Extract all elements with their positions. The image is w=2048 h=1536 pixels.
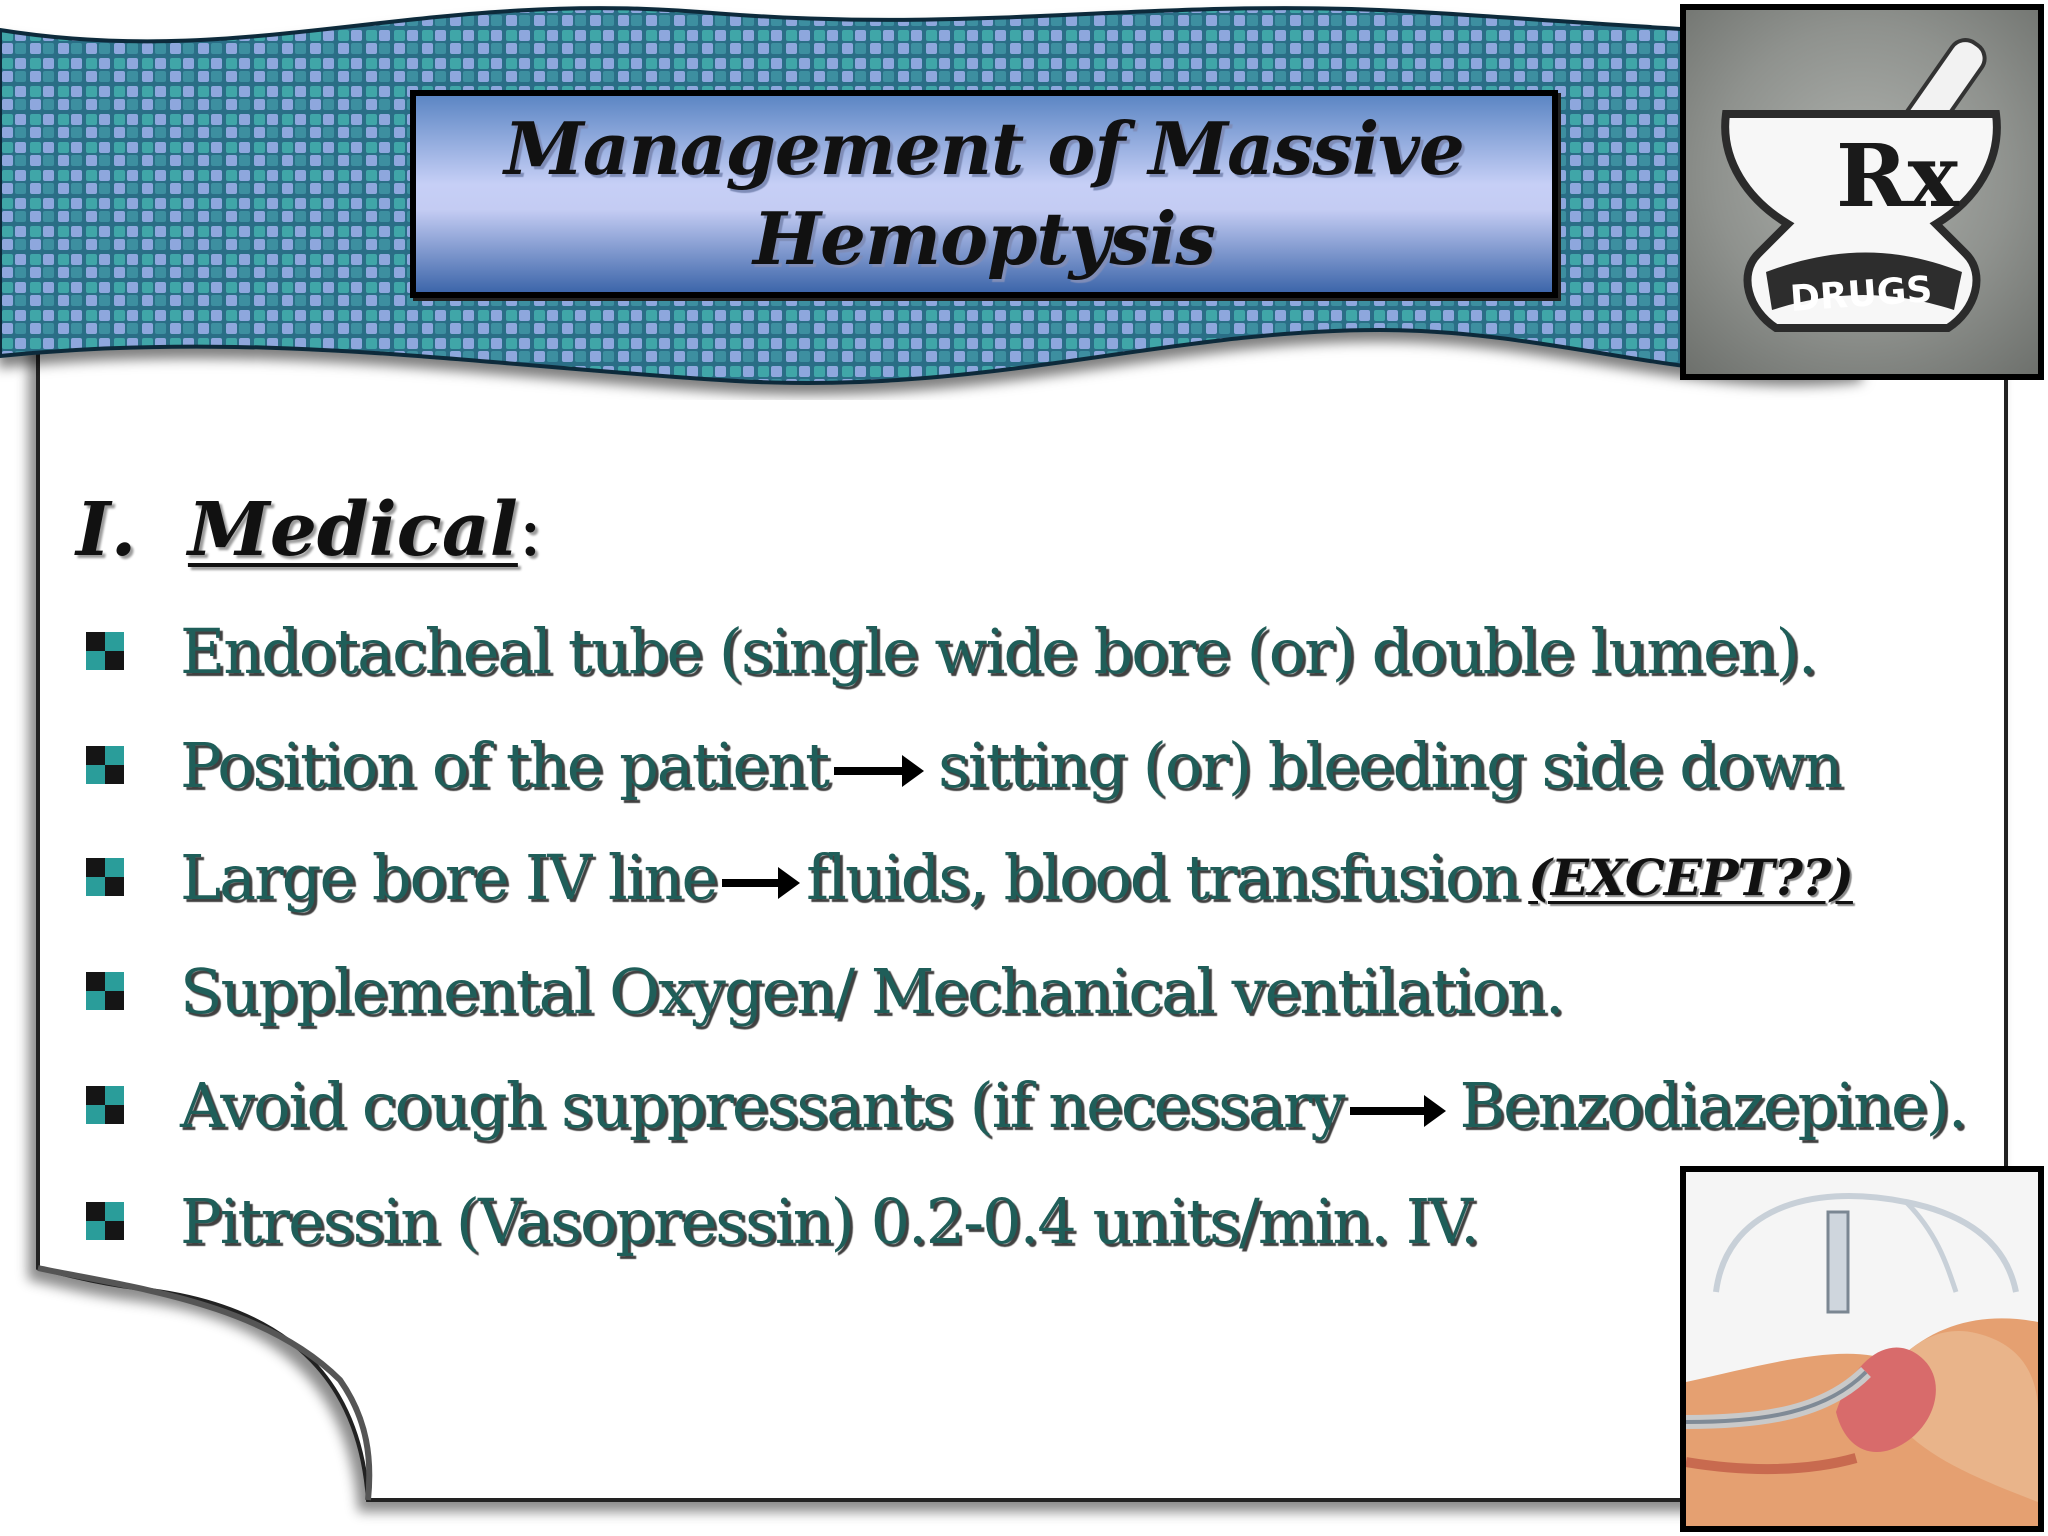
list-item	[86, 943, 1563, 1039]
section-title: Medical	[187, 487, 518, 573]
arrow-right-icon	[1350, 1107, 1428, 1115]
arrow-right-icon	[722, 879, 782, 887]
bullet-text-before: Large bore IV line	[180, 840, 717, 914]
slide-title-line-2: Hemoptysis	[753, 196, 1215, 281]
except-emphasis: (EXCEPT??)	[1528, 847, 1853, 907]
slide-title-line-1: Management of Massive	[504, 106, 1464, 191]
drugs-label: DRUGS	[1788, 269, 1934, 320]
bullet-text: Supplemental Oxygen/ Mechanical ventilation.	[180, 954, 1563, 1028]
mortar-pestle-icon	[1686, 10, 2038, 374]
section-colon: :	[517, 487, 543, 573]
bullet-text	[180, 1069, 1966, 1142]
arrow-right-icon	[834, 767, 906, 775]
bullet-square-icon	[86, 858, 124, 896]
bullet-text-before: Avoid cough suppressants (if necessary	[180, 1068, 1344, 1142]
section-numeral: I.	[76, 487, 137, 573]
bullet-text-after: Benzodiazepine).	[1459, 1068, 1966, 1142]
bullet-square-icon	[86, 632, 124, 670]
list-item	[86, 603, 1816, 699]
bullet-text: Pitressin (Vasopressin) 0.2-0.4 units/min. IV.	[180, 1184, 1478, 1258]
bullet-square-icon	[86, 972, 124, 1010]
rx-label: Rx	[1836, 126, 1959, 227]
endotracheal-tube-image	[1680, 1166, 2044, 1532]
bullet-text	[180, 841, 1853, 914]
list-item	[86, 1173, 1478, 1269]
bullet-text	[180, 729, 1841, 802]
section-heading	[76, 482, 543, 578]
rx-drugs-jar-image	[1680, 4, 2044, 380]
bullet-square-icon	[86, 1086, 124, 1124]
list-item	[86, 1057, 1966, 1153]
list-item	[86, 829, 1853, 925]
bullet-text-after: fluids, blood transfusion	[806, 840, 1519, 914]
intubation-illustration-icon	[1686, 1172, 2038, 1526]
bullet-text-before: Position of the patient	[180, 728, 829, 802]
bullet-text-after: sitting (or) bleeding side down	[938, 728, 1842, 802]
title-box	[410, 90, 1558, 298]
bullet-text: Endotacheal tube (single wide bore (or) double lumen).	[180, 614, 1816, 688]
list-item	[86, 717, 1841, 813]
bullet-square-icon	[86, 1202, 124, 1240]
bullet-square-icon	[86, 746, 124, 784]
